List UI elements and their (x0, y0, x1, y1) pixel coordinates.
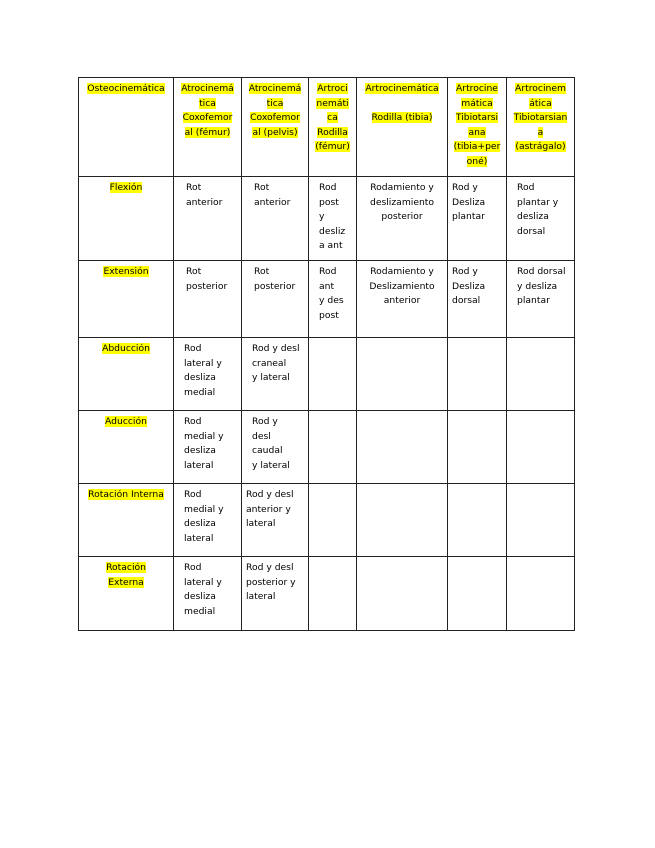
row-label: Abducción (102, 343, 150, 354)
header-rodilla-femur: Artroci nemáti ca Rodilla (fémur) (315, 83, 350, 153)
table-cell: Rod lateral y desliza medial (174, 557, 242, 631)
header-tibiotarsiana-tibia-perone: Artrocine mática Tibiotarsi ana (tibia+per oné) (453, 83, 501, 167)
table-row (79, 177, 575, 261)
header-tibiotarsiana-astragalo: Artrocinem ática Tibiotarsian a (astrágalo) (513, 83, 568, 153)
table-cell: Rod medial y desliza lateral (174, 484, 242, 557)
table-cell (507, 411, 575, 484)
table-cell (357, 338, 448, 411)
table-cell: Rod y Desliza dorsal (448, 261, 507, 338)
header-osteocinematica: Osteocinemática (87, 83, 165, 94)
table-cell (448, 411, 507, 484)
header-cell (174, 78, 242, 177)
table-cell (357, 411, 448, 484)
table-cell: Rot posterior (174, 261, 242, 338)
table-cell (309, 557, 357, 631)
table-row (79, 261, 575, 338)
row-label: Rotación Externa (106, 562, 146, 588)
table-row (79, 484, 575, 557)
table-cell: Rod dorsal y desliza plantar (507, 261, 575, 338)
table-cell: Rod y Desliza plantar (448, 177, 507, 261)
table-cell: Rodamiento y deslizamiento posterior (357, 177, 448, 261)
row-label-cell (79, 484, 174, 557)
header-cell (242, 78, 309, 177)
row-label: Rotación Interna (88, 489, 164, 500)
table-cell: Rodamiento y Deslizamiento anterior (357, 261, 448, 338)
table-cell (357, 557, 448, 631)
table-cell (309, 338, 357, 411)
row-label: Flexión (109, 182, 143, 193)
table-cell (448, 338, 507, 411)
row-label-cell (79, 261, 174, 338)
table-row (79, 557, 575, 631)
table-cell: Rod y desl caudal y lateral (242, 411, 309, 484)
table-cell: Rod medial y desliza lateral (174, 411, 242, 484)
row-label-cell (79, 411, 174, 484)
row-label-cell (79, 338, 174, 411)
header-coxofemoral-pelvis: Atrocinemá tica Coxofemor al (pelvis) (248, 83, 302, 138)
table-cell (357, 484, 448, 557)
table-cell: Rot anterior (242, 177, 309, 261)
table-cell: Rot posterior (242, 261, 309, 338)
header-rodilla-tibia: Artrocinemática Rodilla (tibia) (365, 83, 439, 124)
header-cell (79, 78, 174, 177)
row-label: Extensión (103, 266, 149, 277)
row-label: Aducción (105, 416, 147, 427)
table-cell: Rod ant y des post (309, 261, 357, 338)
row-label-cell (79, 177, 174, 261)
table-cell: Rod y desl posterior y lateral (242, 557, 309, 631)
table-cell (507, 338, 575, 411)
header-coxofemoral-femur: Atrocinemá tica Coxofemor al (fémur) (181, 83, 234, 138)
table-row (79, 411, 575, 484)
header-row (79, 78, 575, 177)
table-cell: Rod post y desliz a ant (309, 177, 357, 261)
table-cell: Rod plantar y desliza dorsal (507, 177, 575, 261)
table-cell (507, 557, 575, 631)
table-cell (448, 484, 507, 557)
table-cell (507, 484, 575, 557)
table-cell: Rod lateral y desliza medial (174, 338, 242, 411)
header-cell (448, 78, 507, 177)
table-cell: Rot anterior (174, 177, 242, 261)
arthrokinematics-table (78, 77, 575, 631)
row-label-cell (79, 557, 174, 631)
table-cell: Rod y desl anterior y lateral (242, 484, 309, 557)
table-row (79, 338, 575, 411)
header-cell (309, 78, 357, 177)
header-cell (357, 78, 448, 177)
header-cell (507, 78, 575, 177)
table-cell (309, 484, 357, 557)
table-cell (448, 557, 507, 631)
table-cell: Rod y desl craneal y lateral (242, 338, 309, 411)
table-cell (309, 411, 357, 484)
